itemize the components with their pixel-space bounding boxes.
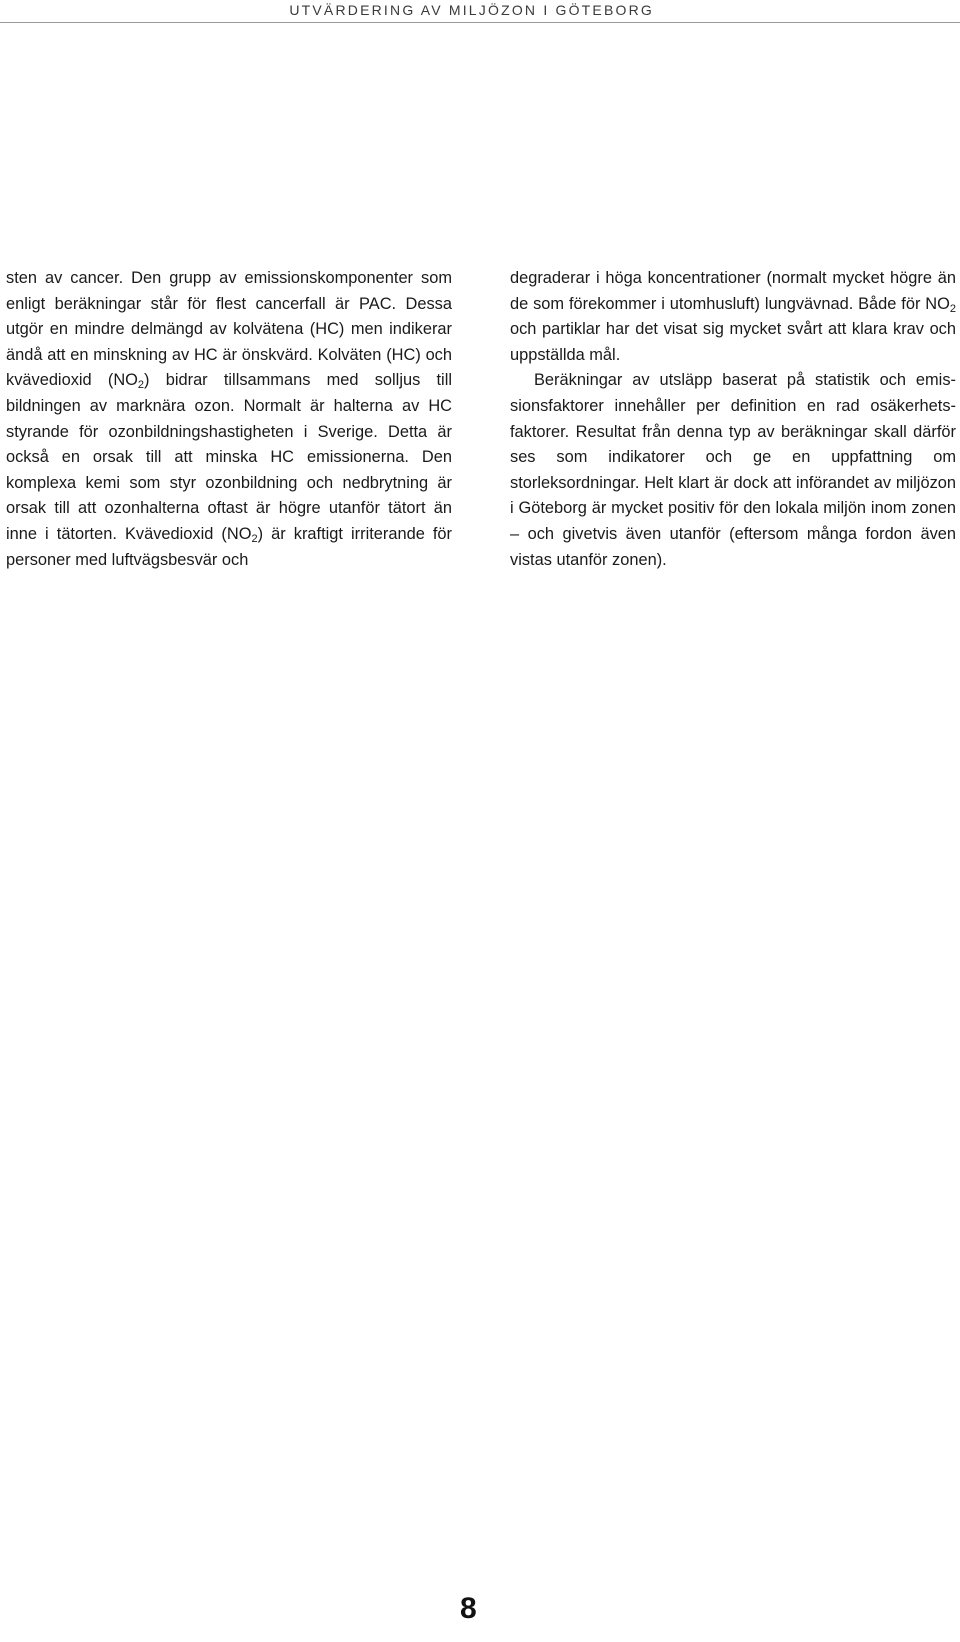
running-header — [0, 0, 960, 23]
right-paragraph-1: degraderar i höga koncentrationer (normalt mycket högre än de som förekommer i utomhusluft) lungvävnad. Både för $NO_2$ och partiklar har det visat sig mycket svårt att klara krav och uppställda mål. — [510, 269, 956, 364]
page-number: 8 — [460, 1592, 477, 1625]
left-paragraph: sten av cancer. Den grupp av emissionskomponenter som enligt beräkningar står för flest cancerfall är PAC. Dessa utgör en mindre delmängd av kolvätena (HC) men indikerar ändå att en minskning av HC är önskvärd. Kolväten (HC) och kvävedioxid $(NO_2)$ bidrar tillsammans med solljus till bildningen av marknära ozon. Normalt är halterna av HC styrande för ozonbildningshastigheten i Sverige. Detta är också en orsak till att minska HC emissionerna. Den komplexa kemi som styr ozonbildning och nedbrytning är orsak till att ozonhalterna oftast är högre utanför tätort än inne i tätorten. Kvävedioxid $(NO_2)$ är kraftigt irriterande för personer med luftvägsbesvär och — [6, 269, 453, 569]
right-text-column — [510, 266, 956, 573]
running-title: UTVÄRDERING AV MILJÖZON I GÖTEBORG — [289, 2, 654, 18]
right-paragraph-2: Beräkningar av utsläpp baserat på statistik och emissionsfaktorer innehåller per definition en rad osäkerhetsfaktorer. Resultat från denna typ av beräkningar skall därför ses som indikatorer och ge en uppfattning om storleksordningar. Helt klart är dock att införandet av miljözon i Göteborg är mycket positiv för den lokala miljön inom zonen – och givetvis även utanför (eftersom många fordon även vistas utanför zonen). — [510, 371, 956, 569]
left-text-column — [6, 266, 452, 573]
